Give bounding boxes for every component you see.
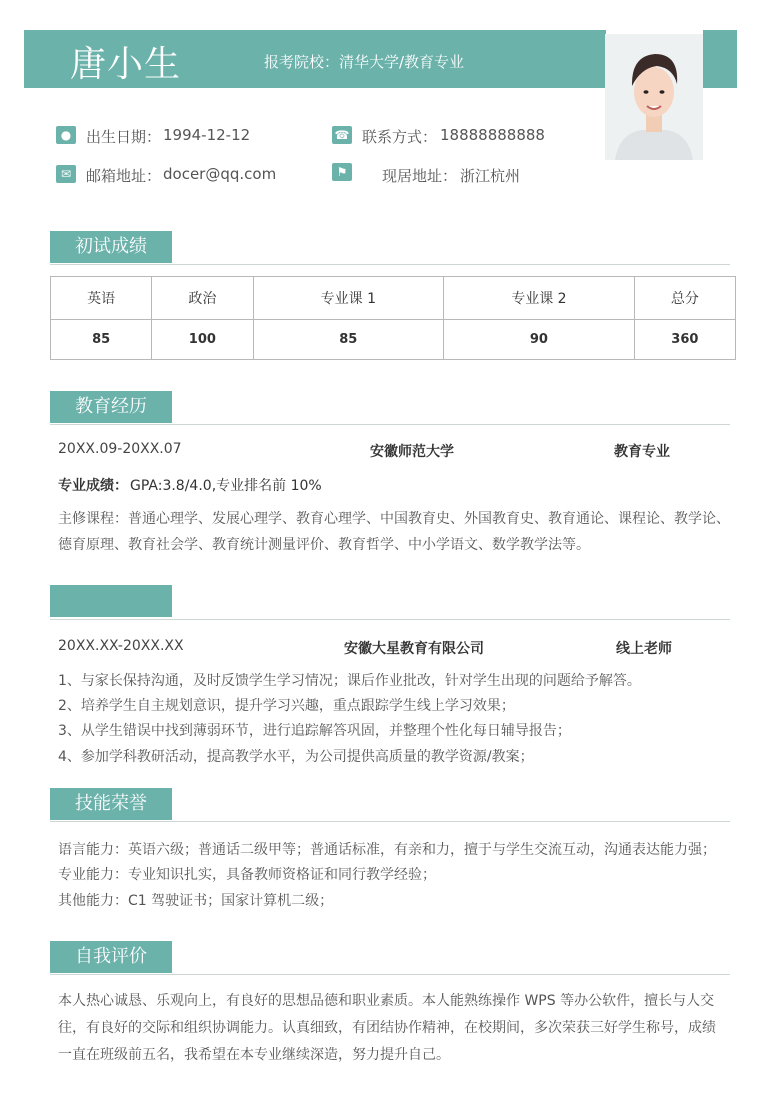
email-label: 邮箱地址： — [86, 167, 162, 185]
education-period: 20XX.09-20XX.07 — [58, 441, 182, 457]
skill-item: 专业能力：专业知识扎实，具备教师资格证和同行教学经验； — [58, 867, 436, 883]
grade-label: 专业成绩： — [58, 478, 128, 494]
self-line: 往，有良好的交际和组织协调能力。认真细致，有团结协作精神，在校期间，多次荣获三好学生称号，成绩 — [58, 1020, 716, 1036]
score-value-cell: 85 — [51, 320, 152, 360]
section-title-scores: 初试成绩 — [50, 231, 172, 263]
location-icon: ⚑ — [332, 163, 352, 181]
score-header-cell: 总分 — [634, 277, 735, 320]
target-school: 报考院校：清华大学/教育专业 — [264, 53, 465, 71]
score-table-header-row — [51, 277, 736, 320]
score-value-cell: 85 — [253, 320, 444, 360]
section-divider — [50, 264, 730, 265]
score-value-cell: 90 — [444, 320, 635, 360]
candidate-name: 唐小生 — [70, 44, 182, 85]
work-item: 4、参加学科教研活动，提高教学水平，为公司提供高质量的教学资源/教案； — [58, 749, 534, 765]
score-header-cell: 专业课 2 — [444, 277, 635, 320]
address-value: 浙江杭州 — [460, 167, 521, 185]
score-value-cell: 100 — [152, 320, 253, 360]
birth-value: 1994-12-12 — [163, 126, 251, 144]
skill-item: 其他能力：C1 驾驶证书；国家计算机二级； — [58, 893, 334, 909]
grade-value: GPA:3.8/4.0,专业排名前 10% — [130, 478, 322, 494]
phone-icon: ☎ — [332, 126, 352, 144]
education-school: 安徽师范大学 — [370, 444, 454, 460]
self-line: 一直在班级前五名，我希望在本专业继续深造，努力提升自己。 — [58, 1047, 450, 1063]
section-title-work — [50, 585, 172, 617]
section-title-skills: 技能荣誉 — [50, 788, 172, 820]
score-table-value-row — [51, 320, 736, 360]
courses-line-1: 主修课程：普通心理学、发展心理学、教育心理学、中国教育史、外国教育史、教育通论、课程论、教学论、 — [58, 511, 730, 527]
self-line: 本人热心诚恳、乐观向上，有良好的思想品德和职业素质。本人能熟练操作 WPS 等办公软件，擅长与人交 — [58, 993, 715, 1009]
section-title-self: 自我评价 — [50, 941, 172, 973]
section-divider — [50, 974, 730, 975]
work-period: 20XX.XX-20XX.XX — [58, 638, 184, 654]
score-header-cell: 英语 — [51, 277, 152, 320]
header-accent-block — [703, 30, 737, 88]
birth-label: 出生日期： — [86, 128, 162, 146]
work-item: 3、从学生错误中找到薄弱环节，进行追踪解答巩固，并整理个性化每日辅导报告； — [58, 723, 571, 739]
work-item: 2、培养学生自主规划意识，提升学习兴趣，重点跟踪学生线上学习效果； — [58, 698, 515, 714]
mail-icon: ✉ — [56, 165, 76, 183]
email-value: docer@qq.com — [163, 165, 277, 183]
score-header-cell: 政治 — [152, 277, 253, 320]
profile-photo — [605, 34, 703, 160]
contact-value: 18888888888 — [440, 126, 545, 144]
courses-line-2: 德育原理、教育社会学、教育统计测量评价、教育哲学、中小学语文、数学教学法等。 — [58, 537, 590, 553]
section-title-education: 教育经历 — [50, 391, 172, 423]
work-item: 1、与家长保持沟通，及时反馈学生学习情况；课后作业批改，针对学生出现的问题给予解答。 — [58, 673, 641, 689]
section-divider — [50, 619, 730, 620]
education-major: 教育专业 — [614, 444, 670, 460]
score-header-cell: 专业课 1 — [253, 277, 444, 320]
section-divider — [50, 821, 730, 822]
score-value-cell: 360 — [634, 320, 735, 360]
work-company: 安徽大星教育有限公司 — [344, 641, 484, 657]
person-icon: ● — [56, 126, 76, 144]
score-table — [50, 276, 736, 360]
skill-item: 语言能力：英语六级；普通话二级甲等；普通话标准，有亲和力，擅于与学生交流互动，沟通表达能力强； — [58, 842, 716, 858]
address-label: 现居地址： — [382, 167, 458, 185]
section-divider — [50, 424, 730, 425]
contact-label: 联系方式： — [362, 128, 438, 146]
work-role: 线上老师 — [616, 641, 672, 657]
